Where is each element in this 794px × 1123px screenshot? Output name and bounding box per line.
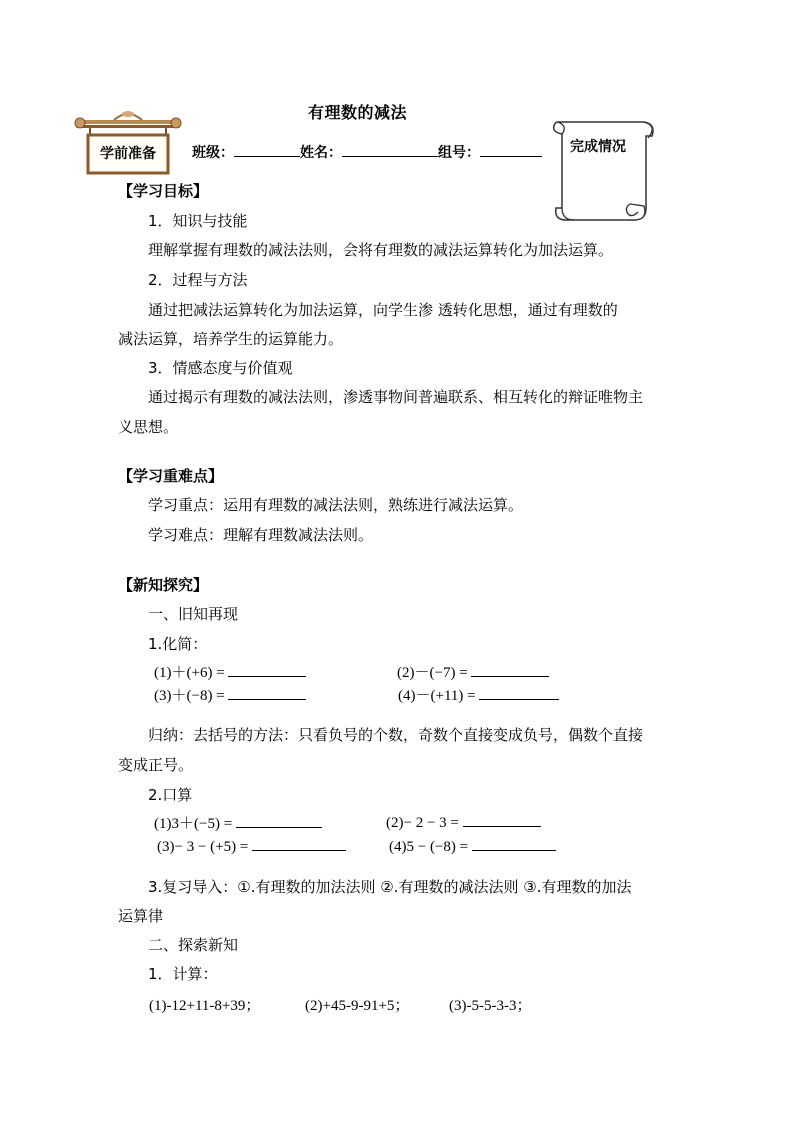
keypoint-2: 学习难点：理解有理数减法法则。 — [148, 526, 374, 544]
section-keypoints-heading: 【学习重难点】 — [118, 467, 224, 485]
mental-3-text: (3)− 3 − (+5) = — [157, 839, 249, 855]
review-line-1: 3.复习导入：①.有理数的加法法则 ②.有理数的减法法则 ③.有理数的加法 — [148, 878, 632, 896]
exercise-2-text: (2)－(−7) = — [397, 665, 468, 681]
group-label: 组号： — [438, 145, 480, 161]
mental-1-blank[interactable] — [236, 813, 322, 828]
question-1: 1.化简： — [148, 635, 208, 653]
info-line — [192, 142, 542, 162]
exercise-4-blank[interactable] — [479, 685, 559, 700]
goal-text-2b: 减法运算，培养学生的运算能力。 — [118, 330, 344, 348]
page-title: 有理数的减法 — [308, 103, 408, 122]
completion-scroll — [548, 116, 664, 228]
group-blank — [480, 142, 542, 157]
mental-4-blank[interactable] — [472, 836, 556, 851]
part-1-title: 一、旧知再现 — [148, 605, 239, 623]
goal-item-1: 1．知识与技能 — [148, 212, 248, 230]
mental-4-text: (4)5 − (−8) = — [389, 839, 469, 855]
summary-line-1: 归纳：去括号的方法：只看负号的个数，奇数个直接变成负号，偶数个直接 — [148, 726, 644, 744]
badge-graphic — [72, 106, 184, 176]
goal-item-2: 2．过程与方法 — [148, 271, 248, 289]
question-2: 2.口算 — [148, 786, 193, 804]
exercise-4 — [398, 684, 559, 705]
keypoint-1: 学习重点：运用有理数的减法法则，熟练进行减法运算。 — [148, 496, 524, 514]
scroll-icon — [548, 116, 664, 228]
completion-label: 完成情况 — [570, 139, 626, 155]
mental-1 — [154, 812, 322, 833]
goal-text-3b: 义思想。 — [118, 418, 179, 436]
mental-4 — [389, 836, 556, 856]
exercise-1 — [154, 661, 306, 682]
mental-3 — [157, 836, 346, 856]
goal-text-2a: 通过把减法运算转化为加法运算，向学生渗 透转化思想，通过有理数的 — [148, 301, 618, 319]
banner-rod-icon — [72, 106, 184, 176]
exercise-1-blank[interactable] — [228, 662, 306, 677]
summary-line-2: 变成正号。 — [118, 756, 194, 774]
mental-2 — [386, 812, 541, 832]
section-goals-heading: 【学习目标】 — [118, 182, 209, 200]
exercise-2-blank[interactable] — [471, 662, 549, 677]
compute-2: (2)+45-9-91+5； — [305, 998, 410, 1014]
exercise-4-text: (4)－(+11) = — [398, 688, 476, 704]
compute-3: (3)-5-5-3-3； — [449, 998, 532, 1014]
exercise-1-text: (1)＋(+6) = — [154, 665, 225, 681]
mental-2-blank[interactable] — [463, 812, 541, 827]
exercise-3-text: (3)＋(−8) = — [154, 688, 225, 704]
exercise-2 — [397, 661, 549, 682]
exercise-3 — [154, 684, 306, 705]
goal-item-3: 3．情感态度与价值观 — [148, 359, 293, 377]
review-line-2: 运算律 — [118, 907, 164, 925]
name-blank — [342, 142, 438, 157]
exercise-3-blank[interactable] — [228, 685, 306, 700]
badge-label: 学前准备 — [100, 146, 156, 162]
part-2-title: 二、探索新知 — [148, 936, 239, 954]
goal-text-3a: 通过揭示有理数的减法法则，渗透事物间普遍联系、相互转化的辩证唯物主 — [148, 388, 644, 406]
compute-1: (1)-12+11-8+39； — [149, 998, 261, 1014]
mental-3-blank[interactable] — [252, 836, 346, 851]
class-label: 班级： — [192, 145, 234, 161]
name-label: 姓名： — [300, 145, 342, 161]
mental-2-text: (2)− 2 − 3 = — [386, 815, 459, 831]
section-explore-heading: 【新知探究】 — [118, 576, 209, 594]
goal-text-1: 理解掌握有理数的减法法则，会将有理数的减法运算转化为加法运算。 — [148, 241, 614, 259]
class-blank — [234, 142, 300, 157]
mental-1-text: (1)3＋(−5) = — [154, 816, 233, 832]
compute-title: 1．计算： — [148, 965, 218, 983]
